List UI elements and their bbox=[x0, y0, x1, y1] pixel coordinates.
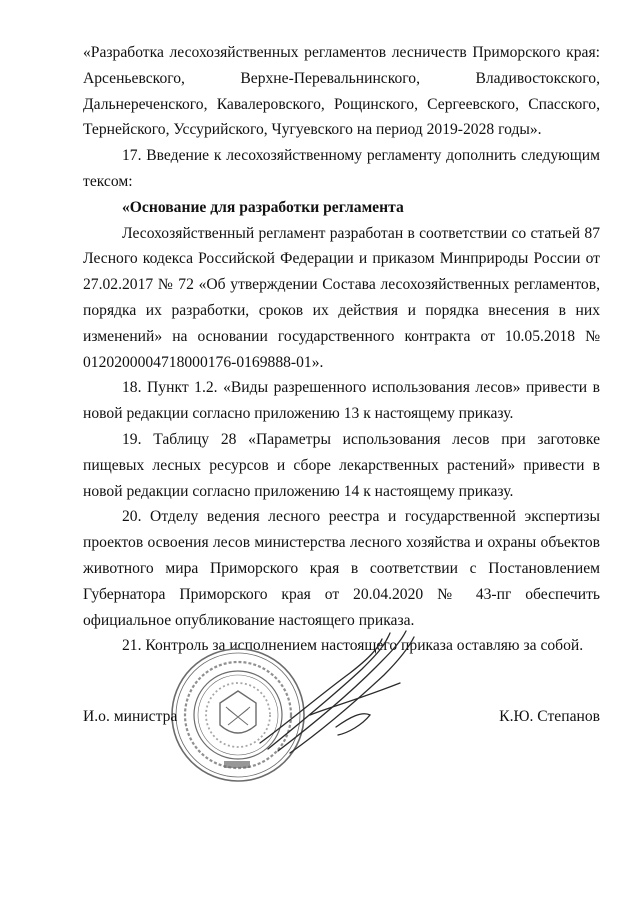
document-body bbox=[83, 40, 600, 659]
paragraph-19: 19. Таблицу 28 «Параметры использования лесов при заготовке пищевых лесных ресурсов и сборе лекарственных растений» привести в новой редакции согласно приложению 14 к настоящему приказу. bbox=[83, 430, 600, 500]
paragraph-17: 17. Введение к лесохозяйственному регламенту дополнить следующим тексом: bbox=[83, 147, 600, 190]
signatory-position: И.о. министра bbox=[83, 708, 178, 725]
signatory-name: К.Ю. Степанов bbox=[499, 708, 600, 725]
paragraph-basis: Лесохозяйственный регламент разработан в соответствии со статьей 87 Лесного кодекса Российской Федерации и приказом Минприроды России от 27.02.2017 № 72 «Об утверждении Состава лесохозяйственных регламентов, порядка их разработки, сроков их действия и порядка внесения в них изменений» на основании государственного контракта от 10.05.2018 № 0120200004718000176-0169888-01». bbox=[83, 224, 600, 371]
paragraph-18: 18. Пункт 1.2. «Виды разрешенного использования лесов» привести в новой редакции согласно приложению 13 к настоящему приказу. bbox=[83, 379, 600, 423]
handwritten-signature bbox=[250, 625, 430, 765]
paragraph-title-continuation: «Разработка лесохозяйственных регламентов лесничеств Приморского края: Арсеньевского, Верхне-Перевальнинского, Владивостокского, Дальнереченского, Кавалеровского, Рощинского, Сергеевского, Спасского, Тернейского, Уссурийского, Чугуевского на период 2019-2028 годы». bbox=[83, 44, 600, 139]
paragraph-21: 21. Контроль за исполнением настоящего приказа оставляю за собой. bbox=[122, 637, 584, 655]
signature-block bbox=[83, 704, 600, 730]
paragraph-20: 20. Отделу ведения лесного реестра и государственной экспертизы проектов освоения лесов министерства лесного хозяйства и охраны объектов животного мира Приморского края в соответствии с Постановлением Губернатора Приморского края от 20.04.2020 № 43-пг обеспечить официальное опубликование настоящего приказа. bbox=[83, 508, 600, 629]
section-heading: «Основание для разработки регламента bbox=[122, 198, 404, 216]
